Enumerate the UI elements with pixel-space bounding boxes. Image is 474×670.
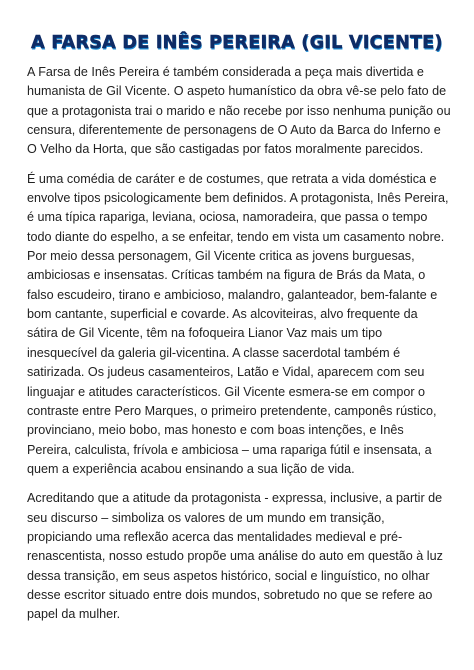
paragraph-intro: A Farsa de Inês Pereira é também considerada a peça mais divertida e humanista de Gil Vicente. O aspeto humanístico da obra vê-se pelo fato de que a protagonista trai o marido e não recebe por isso nenhuma punição ou censura, diferentemente de personagens de O Auto da Barca do Inferno e O Velho da Horta, que são castigadas por fatos moralmente parecidos. [27,65,451,157]
page-title: A FARSA DE INÊS PEREIRA (GIL VICENTE) [31,33,443,53]
paragraph-conclusion: Acreditando que a atitude da protagonista - expressa, inclusive, a partir de seu discurso – simboliza os valores de um mundo em transição, propiciando uma reflexão acerca das mentalidades medieval e pré-renascentista, nosso estudo propõe uma análise do auto em questão à luz dessa transição, em seus aspetos histórico, social e linguístico, no olhar desse escritor situado entre dois mundos, sobretudo no que se refere ao papel da mulher. [27,491,443,622]
document-body [27,63,451,625]
paragraph-characters: É uma comédia de caráter e de costumes, que retrata a vida doméstica e envolve tipos psicologicamente bem definidos. A protagonista, Inês Pereira, é uma típica rapariga, leviana, ociosa, namoradeira, que passa o tempo todo diante do espelho, a se enfeitar, tendo em vista um casamento nobre. Por meio dessa personagem, Gil Vicente critica as jovens burguesas, ambiciosas e insensatas. Críticas também na figura de Brás da Mata, o falso escudeiro, tirano e ambicioso, malandro, galanteador, bem-falante e bom cantante, superficial e covarde. As alcoviteiras, alvo frequente da sátira de Gil Vicente, têm na fofoqueira Lianor Vaz mais um tipo inesquecível da galeria gil-vicentina. A classe sacerdotal também é satirizada. Os judeus casamenteiros, Latão e Vidal, aparecem com seu linguajar e atitudes característicos. Gil Vicente esmera-se em compor o contraste entre Pero Marques, o primeiro pretendente, camponês rústico, provinciano, meio bobo, mas honesto e com boas intenções, e Inês Pereira, calculista, frívola e ambiciosa – uma rapariga fútil e insensata, a quem a experiência acabou ensinando a sua lição de vida. [27,171,449,476]
